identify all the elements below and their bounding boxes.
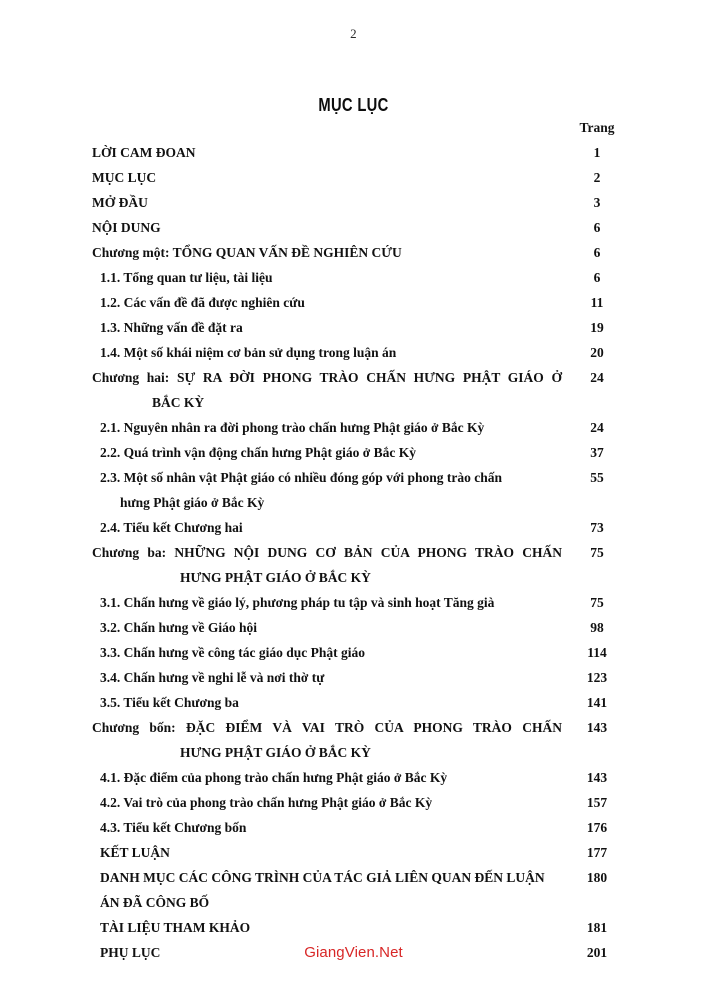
- toc-row[interactable]: [92, 265, 637, 290]
- toc-entry-label: 4.3. Tiểu kết Chương bốn: [100, 820, 247, 835]
- toc-entry-label: TÀI LIỆU THAM KHẢO: [100, 920, 251, 935]
- toc-row[interactable]: [92, 665, 637, 690]
- toc-entry-page-number: 73: [590, 520, 604, 535]
- toc-entry-page-number: 143: [586, 720, 608, 735]
- toc-entry-page-number: 180: [586, 870, 608, 885]
- toc-row[interactable]: [92, 190, 637, 215]
- toc-entry-page-number: 2: [593, 170, 601, 185]
- toc-entry-label: 1.3. Những vấn đề đặt ra: [100, 320, 243, 335]
- toc-entry-label: 4.2. Vai trò của phong trào chấn hưng Phật giáo ở Bắc Kỳ: [100, 795, 433, 810]
- toc-entry-label-continuation: hưng Phật giáo ở Bắc Kỳ: [120, 495, 265, 510]
- toc-entry-page-number: 24: [590, 370, 604, 385]
- toc-entry-page-number: 114: [587, 645, 607, 660]
- toc-entry-label: Chương ba: NHỮNG NỘI DUNG CƠ BẢN CỦA PHONG TRÀO CHẤN: [92, 545, 562, 560]
- toc-entry-page-number: 6: [593, 245, 601, 260]
- page-column-header: Trang: [579, 120, 615, 135]
- toc-entry-page-number: 176: [586, 820, 608, 835]
- toc-row[interactable]: [92, 140, 637, 165]
- toc-entry-label: 3.2. Chấn hưng về Giáo hội: [100, 620, 258, 635]
- toc-row[interactable]: [92, 790, 637, 815]
- toc-row[interactable]: [92, 915, 637, 940]
- toc-row[interactable]: [92, 415, 637, 440]
- watermark: GiangVien.Net: [304, 944, 403, 961]
- toc-entry-label: 1.4. Một số khái niệm cơ bản sử dụng trong luận án: [100, 345, 397, 360]
- toc-row[interactable]: [92, 465, 637, 515]
- toc-entry-page-number: 1: [593, 145, 601, 160]
- toc-entry-label: MỤC LỤC: [92, 170, 157, 185]
- toc-entry-label: 3.4. Chấn hưng về nghi lễ và nơi thờ tự: [100, 670, 325, 685]
- toc-entry-label: 3.3. Chấn hưng về công tác giáo dục Phật giáo: [100, 645, 365, 660]
- toc-entry-label: DANH MỤC CÁC CÔNG TRÌNH CỦA TÁC GIẢ LIÊN QUAN ĐẾN LUẬN: [100, 870, 545, 885]
- toc-row[interactable]: [92, 640, 637, 665]
- toc-entry-label-continuation: ÁN ĐÃ CÔNG BỐ: [100, 895, 210, 910]
- toc-entry-label: Chương hai: SỰ RA ĐỜI PHONG TRÀO CHẤN HƯNG PHẬT GIÁO Ở: [92, 370, 562, 385]
- toc-entry-label: Chương một: TỔNG QUAN VẤN ĐỀ NGHIÊN CỨU: [92, 245, 402, 260]
- toc-entry-label: 2.4. Tiểu kết Chương hai: [100, 520, 243, 535]
- toc-row[interactable]: [92, 815, 637, 840]
- toc-entry-page-number: 181: [586, 920, 608, 935]
- toc-row[interactable]: [92, 865, 637, 915]
- toc-row[interactable]: [92, 765, 637, 790]
- toc-entry-label: NỘI DUNG: [92, 220, 161, 235]
- toc-row[interactable]: [92, 365, 637, 415]
- toc-entry-label: 1.1. Tổng quan tư liệu, tài liệu: [100, 270, 273, 285]
- toc-row[interactable]: [92, 290, 637, 315]
- toc-entry-page-number: 55: [590, 470, 604, 485]
- page-number-folio: 2: [350, 26, 357, 41]
- toc-row[interactable]: [92, 715, 637, 765]
- toc-row[interactable]: [92, 165, 637, 190]
- toc-row[interactable]: [92, 240, 637, 265]
- toc-entry-page-number: 141: [586, 695, 608, 710]
- toc-entry-label: 4.1. Đặc điểm của phong trào chấn hưng Phật giáo ở Bắc Kỳ: [100, 770, 448, 785]
- toc-entry-page-number: 177: [586, 845, 608, 860]
- toc-row[interactable]: [92, 840, 637, 865]
- toc-row[interactable]: [92, 615, 637, 640]
- toc-entry-label: KẾT LUẬN: [100, 845, 170, 860]
- toc-entry-page-number: 123: [586, 670, 608, 685]
- toc-entry-page-number: 143: [586, 770, 608, 785]
- toc-row[interactable]: [92, 215, 637, 240]
- toc-row[interactable]: [92, 690, 637, 715]
- toc-entry-page-number: 3: [593, 195, 601, 210]
- toc-entry-page-number: 6: [593, 220, 601, 235]
- toc-entry-label: 2.1. Nguyên nhân ra đời phong trào chấn hưng Phật giáo ở Bắc Kỳ: [100, 420, 485, 435]
- toc-row[interactable]: [92, 515, 637, 540]
- toc-entry-page-number: 75: [590, 545, 604, 560]
- toc-entry-page-number: 157: [586, 795, 608, 810]
- toc-row[interactable]: [92, 590, 637, 615]
- toc-entry-page-number: 37: [590, 445, 604, 460]
- toc-row[interactable]: [92, 440, 637, 465]
- table-of-contents: [92, 140, 637, 965]
- toc-entry-label: MỞ ĐẦU: [92, 195, 148, 210]
- toc-entry-page-number: 201: [586, 945, 608, 960]
- toc-entry-label: PHỤ LỤC: [100, 945, 161, 960]
- toc-entry-label: 2.2. Quá trình vận động chấn hưng Phật giáo ở Bắc Kỳ: [100, 445, 417, 460]
- toc-entry-page-number: 98: [590, 620, 604, 635]
- toc-entry-page-number: 6: [593, 270, 601, 285]
- toc-entry-label: 1.2. Các vấn đề đã được nghiên cứu: [100, 295, 305, 310]
- toc-entry-page-number: 19: [590, 320, 604, 335]
- toc-entry-label: Chương bốn: ĐẶC ĐIỂM VÀ VAI TRÒ CỦA PHONG TRÀO CHẤN: [92, 720, 562, 735]
- toc-entry-label-continuation: HƯNG PHẬT GIÁO Ở BẮC KỲ: [180, 745, 371, 760]
- toc-entry-page-number: 11: [590, 295, 604, 310]
- toc-row[interactable]: [92, 540, 637, 590]
- toc-entry-label-continuation: BẮC KỲ: [152, 395, 205, 410]
- toc-entry-label-continuation: HƯNG PHẬT GIÁO Ở BẮC KỲ: [180, 570, 371, 585]
- toc-entry-page-number: 20: [590, 345, 604, 360]
- toc-entry-label: LỜI CAM ĐOAN: [92, 145, 196, 160]
- toc-entry-page-number: 24: [590, 420, 604, 435]
- toc-row[interactable]: [92, 315, 637, 340]
- toc-entry-page-number: 75: [590, 595, 604, 610]
- toc-entry-label: 2.3. Một số nhân vật Phật giáo có nhiều đóng góp với phong trào chấn: [100, 470, 503, 485]
- page-title: MỤC LỤC: [318, 95, 389, 115]
- toc-entry-label: 3.1. Chấn hưng về giáo lý, phương pháp tu tập và sinh hoạt Tăng già: [100, 595, 495, 610]
- toc-entry-label: 3.5. Tiểu kết Chương ba: [100, 695, 239, 710]
- toc-row[interactable]: [92, 340, 637, 365]
